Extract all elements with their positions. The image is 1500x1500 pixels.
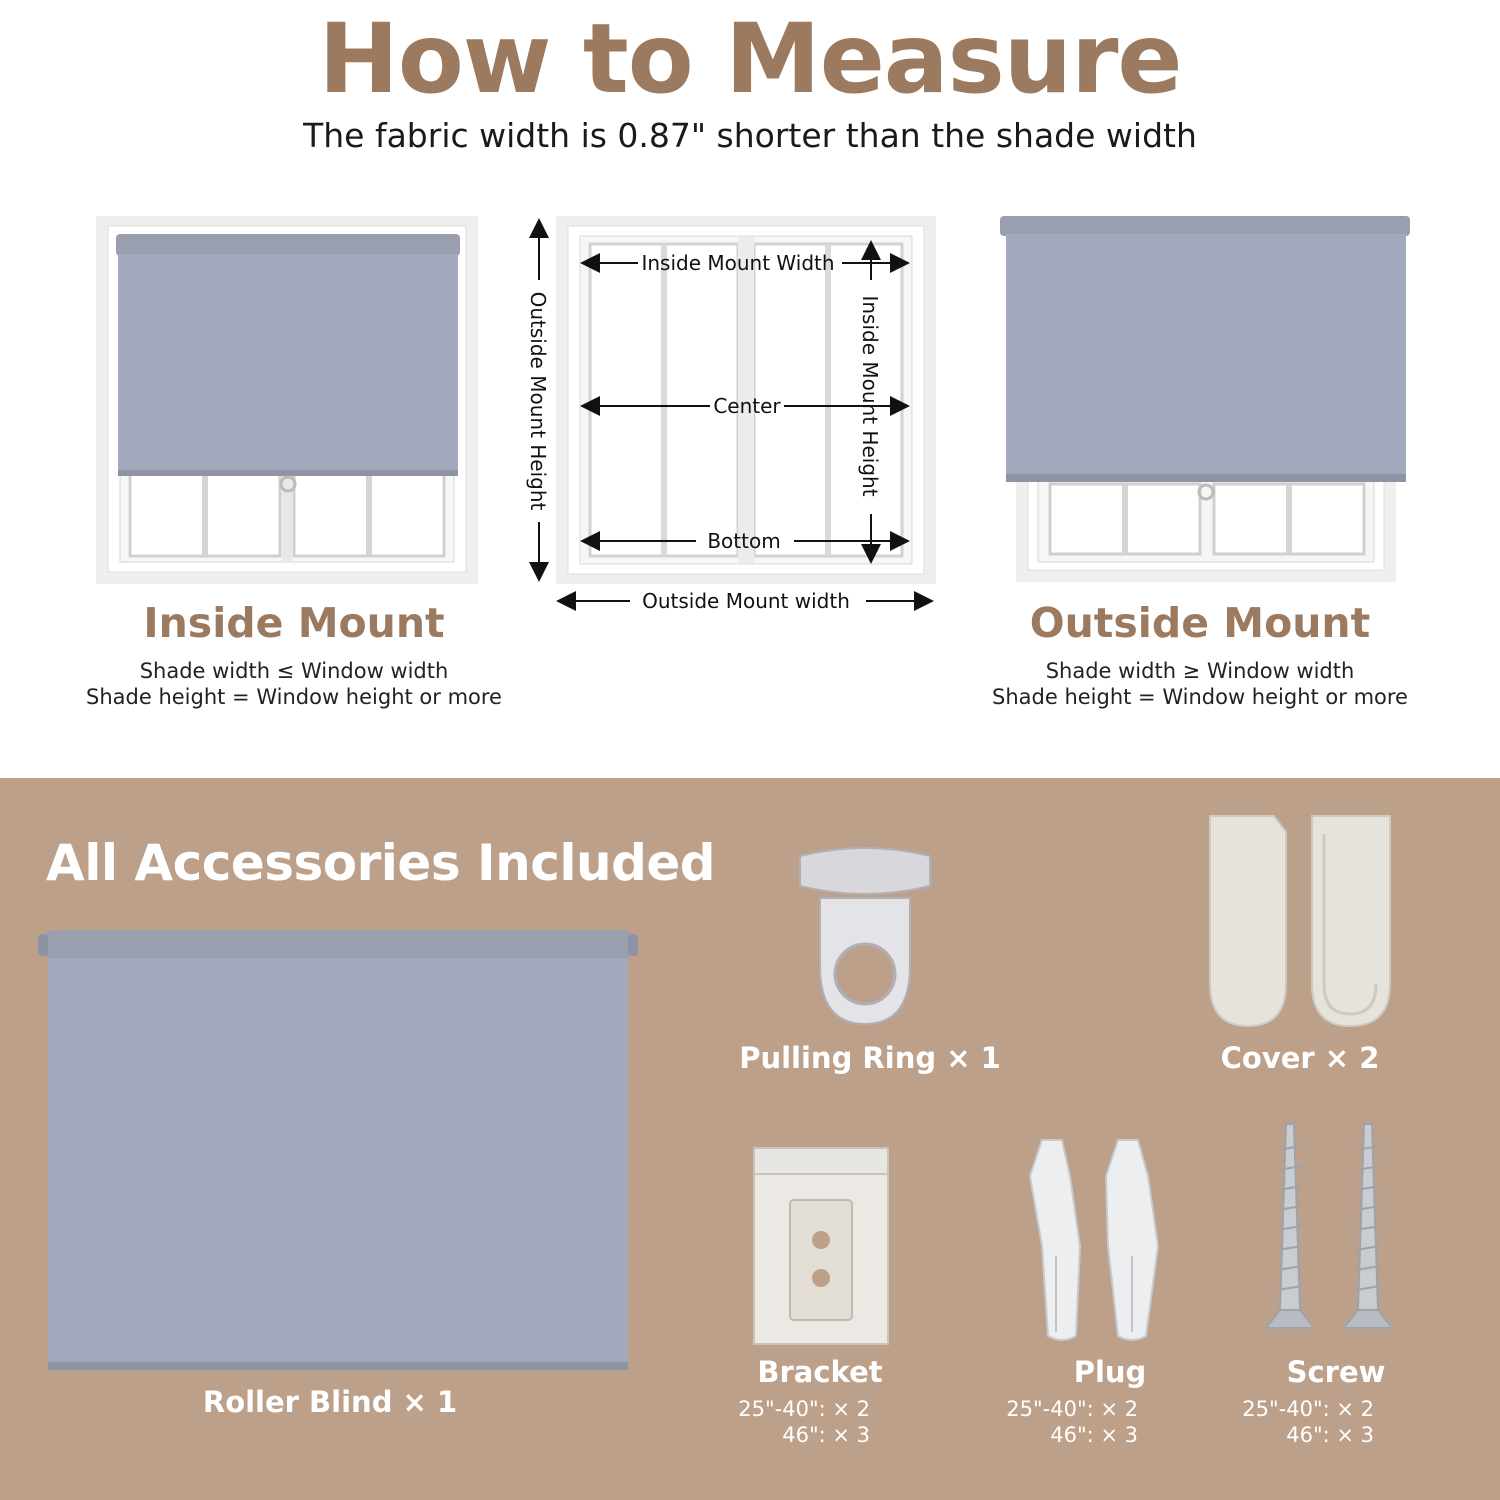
inside-mount-illustration — [96, 216, 478, 584]
inside-mount-rule-height: Shade height = Window height or more — [86, 685, 502, 709]
screw-qty-small: 25"-40": × 2 — [1242, 1397, 1374, 1421]
measure-diagram — [520, 212, 950, 612]
inside-mount-rule-width: Shade width ≤ Window width — [139, 659, 449, 683]
inside-mount-height-label: Inside Mount Height — [858, 295, 882, 497]
bracket-image — [750, 1144, 892, 1350]
accessories-title: All Accessories Included — [46, 834, 716, 892]
screw-label: Screw — [1286, 1355, 1386, 1389]
center-label: Center — [713, 394, 781, 418]
pulling-ring-label: Pulling Ring × 1 — [739, 1041, 1001, 1075]
page-title: How to Measure — [318, 3, 1182, 115]
bracket-label: Bracket — [757, 1355, 883, 1389]
inside-mount-width-label: Inside Mount Width — [641, 251, 835, 275]
roller-blind-image — [38, 928, 638, 1374]
bracket-qty-large: 46": × 3 — [782, 1423, 870, 1447]
screw-image — [1260, 1120, 1400, 1346]
plug-qty-small: 25"-40": × 2 — [1006, 1397, 1138, 1421]
plug-qty-large: 46": × 3 — [1050, 1423, 1138, 1447]
outside-mount-height-label: Outside Mount Height — [526, 291, 550, 511]
bottom-label: Bottom — [707, 529, 781, 553]
cover-label: Cover × 2 — [1220, 1041, 1380, 1075]
outside-mount-illustration — [1000, 212, 1412, 584]
page-subtitle: The fabric width is 0.87" shorter than the shade width — [303, 116, 1197, 155]
pulling-ring-image — [790, 846, 940, 1030]
bracket-qty-small: 25"-40": × 2 — [738, 1397, 870, 1421]
outside-mount-rule-width: Shade width ≥ Window width — [1045, 659, 1355, 683]
outside-mount-rule-height: Shade height = Window height or more — [992, 685, 1408, 709]
outside-mount-title: Outside Mount — [1029, 599, 1371, 647]
screw-qty-large: 46": × 3 — [1286, 1423, 1374, 1447]
plug-image — [1020, 1136, 1160, 1348]
plug-label: Plug — [1073, 1355, 1147, 1389]
cover-image — [1200, 814, 1400, 1030]
inside-mount-title: Inside Mount — [143, 599, 445, 647]
roller-blind-label: Roller Blind × 1 — [202, 1385, 458, 1419]
outside-mount-width-label: Outside Mount width — [642, 589, 850, 612]
